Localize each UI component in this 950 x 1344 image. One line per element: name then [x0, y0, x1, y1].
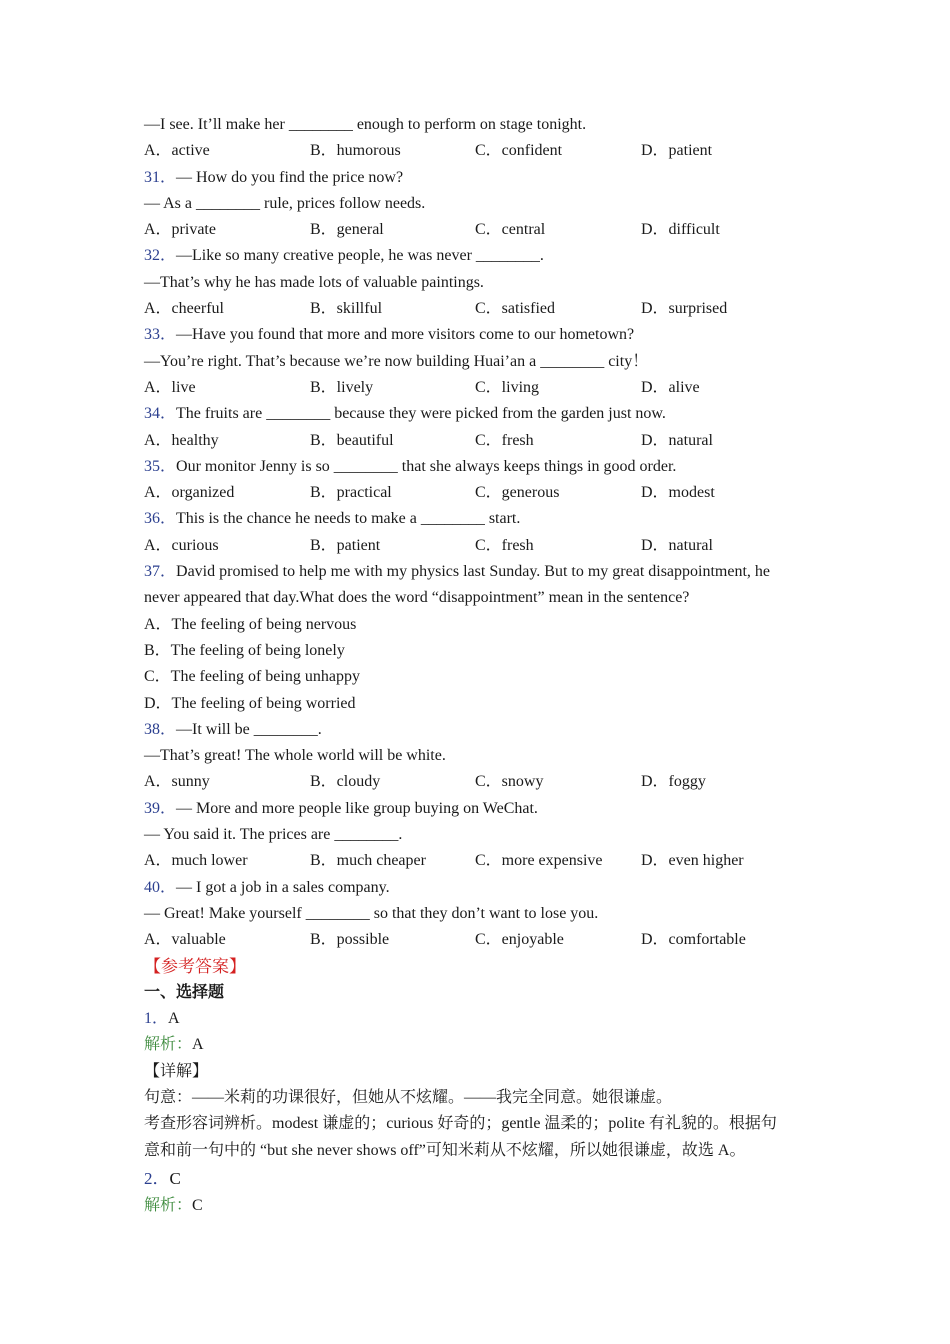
answer-1	[144, 1006, 814, 1032]
option-d: D．even higher	[641, 852, 744, 870]
option-a: A．sunny	[144, 773, 210, 791]
option-c: C．snowy	[475, 773, 544, 791]
question-38-line2: —That’s great! The whole world will be white.	[144, 747, 446, 765]
analysis-label: 解析：	[144, 1036, 193, 1054]
question-40-options	[144, 927, 814, 953]
option-d: D．natural	[641, 536, 713, 554]
question-32-options	[144, 296, 814, 322]
question-40-line2: — Great! Make yourself ________ so that they don’t want to lose you.	[144, 904, 599, 922]
section-title: 一、选择题	[144, 983, 225, 1001]
option-c: C．satisfied	[475, 300, 555, 318]
question-number: 38．	[144, 720, 177, 738]
question-text: Our monitor Jenny is so ________ that she always keeps things in good order.	[176, 457, 677, 475]
analysis-value: A	[192, 1036, 204, 1054]
analysis-label: 解析：	[144, 1196, 193, 1214]
analysis-value: C	[192, 1196, 203, 1214]
question-text: —Have you found that more and more visitors come to our hometown?	[176, 326, 635, 344]
answer-2	[144, 1164, 814, 1193]
question-33-line2: —You’re right. That’s because we’re now building Huai’an a ________ city！	[144, 352, 649, 370]
option-a: A．much lower	[144, 852, 248, 870]
question-text: The fruits are ________ because they were picked from the garden just now.	[176, 405, 666, 423]
option-b: B．lively	[310, 378, 374, 396]
question-33	[144, 322, 814, 348]
option-d: D．difficult	[641, 221, 720, 239]
question-number: 37．	[144, 563, 177, 581]
option-d: D．surprised	[641, 300, 728, 318]
question-34-options	[144, 428, 814, 454]
question-39-options	[144, 848, 814, 874]
option-d: D．natural	[641, 431, 713, 449]
sentence-meaning: 句意：——米莉的功课很好，但她从不炫耀。——我完全同意。她很谦虚。	[144, 1088, 673, 1106]
question-39	[144, 796, 814, 822]
question-text: —It will be ________.	[176, 720, 322, 738]
question-31-options	[144, 217, 814, 243]
question-text: —Like so many creative people, he was never ________.	[176, 247, 544, 265]
option-b: B．skillful	[310, 300, 383, 318]
question-36-options	[144, 533, 814, 559]
question-35-options	[144, 480, 814, 506]
analysis-text-1: 考查形容词辨析。modest 谦虚的；curious 好奇的；gentle 温柔的；polite 有礼貌的。根据句	[144, 1115, 777, 1133]
question-text: This is the chance he needs to make a ________ start.	[176, 510, 521, 528]
option-a: A．healthy	[144, 431, 219, 449]
question-40	[144, 875, 814, 901]
question-31	[144, 165, 814, 191]
question-38-options	[144, 769, 814, 795]
question-39-line2: — You said it. The prices are ________.	[144, 826, 403, 844]
option-b: B．The feeling of being lonely	[144, 641, 345, 659]
document-page	[144, 112, 814, 1219]
option-b: B．beautiful	[310, 431, 394, 449]
answer-value: A	[168, 1010, 180, 1028]
option-b: B．general	[310, 221, 384, 239]
question-number: 32．	[144, 247, 177, 265]
question-32	[144, 243, 814, 269]
question-number: 36．	[144, 510, 177, 528]
question-number: 31．	[144, 168, 177, 186]
option-b: B．patient	[310, 536, 381, 554]
option-b: B．much cheaper	[310, 852, 426, 870]
option-c: C．enjoyable	[475, 931, 564, 949]
option-a: A．valuable	[144, 931, 226, 949]
option-d: D．foggy	[641, 773, 706, 791]
question-31-line2: — As a ________ rule, prices follow needs.	[144, 194, 426, 212]
option-a: A．The feeling of being nervous	[144, 615, 357, 633]
option-b: B．practical	[310, 484, 392, 502]
option-b: B．humorous	[310, 142, 401, 160]
question-33-options	[144, 375, 814, 401]
option-d: D．comfortable	[641, 931, 746, 949]
option-c: C．living	[475, 378, 540, 396]
option-c: C．The feeling of being unhappy	[144, 668, 360, 686]
analysis-2	[144, 1193, 814, 1219]
option-a: A．organized	[144, 484, 235, 502]
option-c: C．more expensive	[475, 852, 603, 870]
option-d: D．patient	[641, 142, 713, 160]
question-number: 34．	[144, 405, 177, 423]
question-number: 33．	[144, 326, 177, 344]
question-38	[144, 717, 814, 743]
answer-value: C	[169, 1168, 181, 1188]
option-d: D．The feeling of being worried	[144, 694, 356, 712]
detail-heading: 【详解】	[144, 1062, 209, 1080]
option-a: A．private	[144, 221, 216, 239]
analysis-text-2: 意和前一句中的 “but she never shows off”可知米莉从不炫耀，所以她很谦虚，故选 A。	[144, 1141, 746, 1159]
option-d: D．alive	[641, 378, 700, 396]
question-35	[144, 454, 814, 480]
option-b: B．cloudy	[310, 773, 381, 791]
question-text: David promised to help me with my physics last Sunday. But to my great disappointment, he	[176, 563, 771, 581]
question-32-line2: —That’s why he has made lots of valuable paintings.	[144, 273, 484, 291]
option-c: C．central	[475, 221, 546, 239]
option-c: C．fresh	[475, 431, 534, 449]
question-37	[144, 559, 814, 585]
option-c: C．fresh	[475, 536, 534, 554]
option-b: B．possible	[310, 931, 390, 949]
option-c: C．generous	[475, 484, 560, 502]
answer-number: 1．	[144, 1010, 169, 1028]
answers-heading: 【参考答案】	[144, 956, 246, 976]
option-d: D．modest	[641, 484, 715, 502]
question-text: — More and more people like group buying on WeChat.	[176, 799, 538, 817]
analysis-1	[144, 1032, 814, 1058]
question-number: 35．	[144, 457, 177, 475]
question-30-options	[144, 138, 814, 164]
answer-number: 2．	[144, 1168, 170, 1188]
question-number: 40．	[144, 878, 177, 896]
question-text: — I got a job in a sales company.	[176, 878, 390, 896]
question-37-line2: never appeared that day.What does the word “disappointment” mean in the sentence?	[144, 589, 690, 607]
option-a: A．curious	[144, 536, 219, 554]
question-36	[144, 506, 814, 532]
option-a: A．cheerful	[144, 300, 224, 318]
option-c: C．confident	[475, 142, 563, 160]
question-number: 39．	[144, 799, 177, 817]
question-30-line: —I see. It’ll make her ________ enough to perform on stage tonight.	[144, 116, 587, 133]
question-34	[144, 401, 814, 427]
option-a: A．active	[144, 142, 210, 160]
question-text: — How do you find the price now?	[176, 168, 404, 186]
option-a: A．live	[144, 378, 196, 396]
